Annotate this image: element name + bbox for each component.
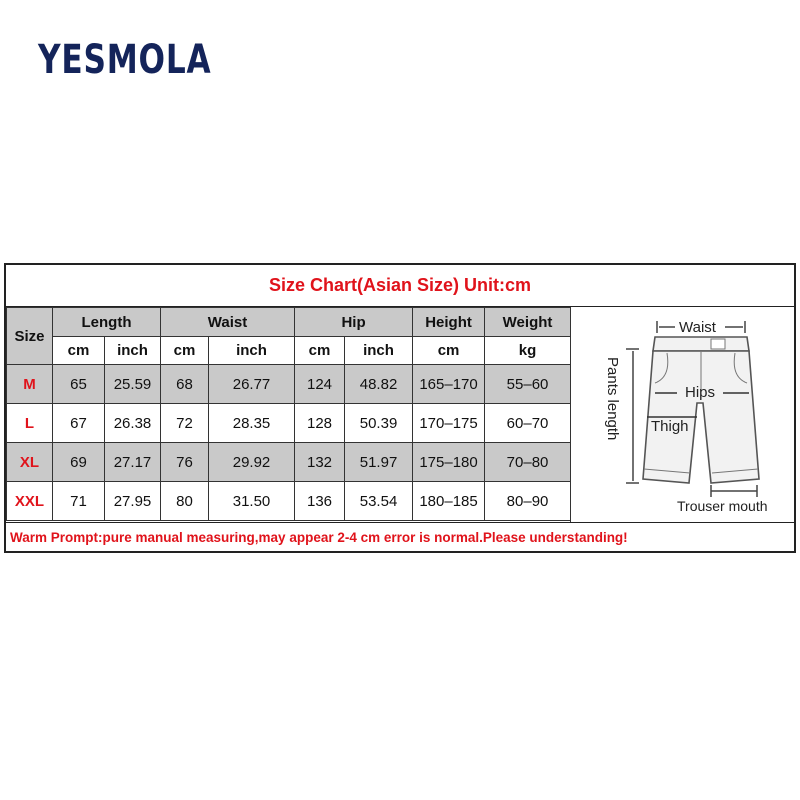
table-cell: 31.50 xyxy=(209,482,295,521)
table-cell: 26.77 xyxy=(209,365,295,404)
group-header-length: Length xyxy=(53,308,161,337)
group-header-hip: Hip xyxy=(295,308,413,337)
table-cell: 65 xyxy=(53,365,105,404)
table-cell: 72 xyxy=(161,404,209,443)
table-cell: 80 xyxy=(161,482,209,521)
header-row-units xyxy=(7,337,571,365)
measurement-diagram xyxy=(570,307,794,522)
group-header-height: Height xyxy=(413,308,485,337)
table-cell: 124 xyxy=(295,365,345,404)
table-cell: 25.59 xyxy=(105,365,161,404)
group-header-weight: Weight xyxy=(485,308,571,337)
table-cell: 165–170 xyxy=(413,365,485,404)
table-cell: 68 xyxy=(161,365,209,404)
waist-label: Waist xyxy=(679,319,716,336)
table-cell: 170–175 xyxy=(413,404,485,443)
table-cell: 128 xyxy=(295,404,345,443)
table-cell: 80–90 xyxy=(485,482,571,521)
unit-header: inch xyxy=(209,337,295,365)
unit-header: inch xyxy=(345,337,413,365)
table-cell: 26.38 xyxy=(105,404,161,443)
size-label: M xyxy=(7,365,53,404)
brand-logo: YESMOLA xyxy=(38,37,212,83)
table-cell: 76 xyxy=(161,443,209,482)
trouser-mouth-label: Trouser mouth xyxy=(677,498,768,514)
size-label: XXL xyxy=(7,482,53,521)
table-cell: 27.17 xyxy=(105,443,161,482)
size-chart xyxy=(4,263,796,553)
unit-header: cm xyxy=(295,337,345,365)
group-header-waist: Waist xyxy=(161,308,295,337)
unit-header: cm xyxy=(161,337,209,365)
size-label: L xyxy=(7,404,53,443)
table-cell: 70–80 xyxy=(485,443,571,482)
table-cell: 60–70 xyxy=(485,404,571,443)
size-header: Size xyxy=(7,308,53,365)
unit-header: inch xyxy=(105,337,161,365)
table-cell: 27.95 xyxy=(105,482,161,521)
table-cell: 55–60 xyxy=(485,365,571,404)
pants-length-label: Pants length xyxy=(604,357,621,441)
table-cell: 29.92 xyxy=(209,443,295,482)
table-cell: 48.82 xyxy=(345,365,413,404)
table-cell: 28.35 xyxy=(209,404,295,443)
size-table xyxy=(6,307,571,521)
hips-label: Hips xyxy=(685,384,716,401)
size-label: XL xyxy=(7,443,53,482)
header-row-groups xyxy=(7,308,571,337)
table-cell: 180–185 xyxy=(413,482,485,521)
chart-title: Size Chart(Asian Size) Unit:cm xyxy=(6,265,794,307)
unit-header: cm xyxy=(53,337,105,365)
table-cell: 53.54 xyxy=(345,482,413,521)
unit-header: kg xyxy=(485,337,571,365)
table-cell: 51.97 xyxy=(345,443,413,482)
unit-header: cm xyxy=(413,337,485,365)
warm-prompt-note: Warm Prompt:pure manual measuring,may appear 2-4 cm error is normal.Please understanding! xyxy=(6,522,794,551)
table-cell: 175–180 xyxy=(413,443,485,482)
table-cell: 132 xyxy=(295,443,345,482)
table-row xyxy=(7,404,571,443)
table-cell: 50.39 xyxy=(345,404,413,443)
thigh-label: Thigh xyxy=(651,418,689,435)
table-row xyxy=(7,365,571,404)
table-cell: 69 xyxy=(53,443,105,482)
table-cell: 136 xyxy=(295,482,345,521)
table-row xyxy=(7,482,571,521)
table-cell: 67 xyxy=(53,404,105,443)
table-cell: 71 xyxy=(53,482,105,521)
table-row xyxy=(7,443,571,482)
